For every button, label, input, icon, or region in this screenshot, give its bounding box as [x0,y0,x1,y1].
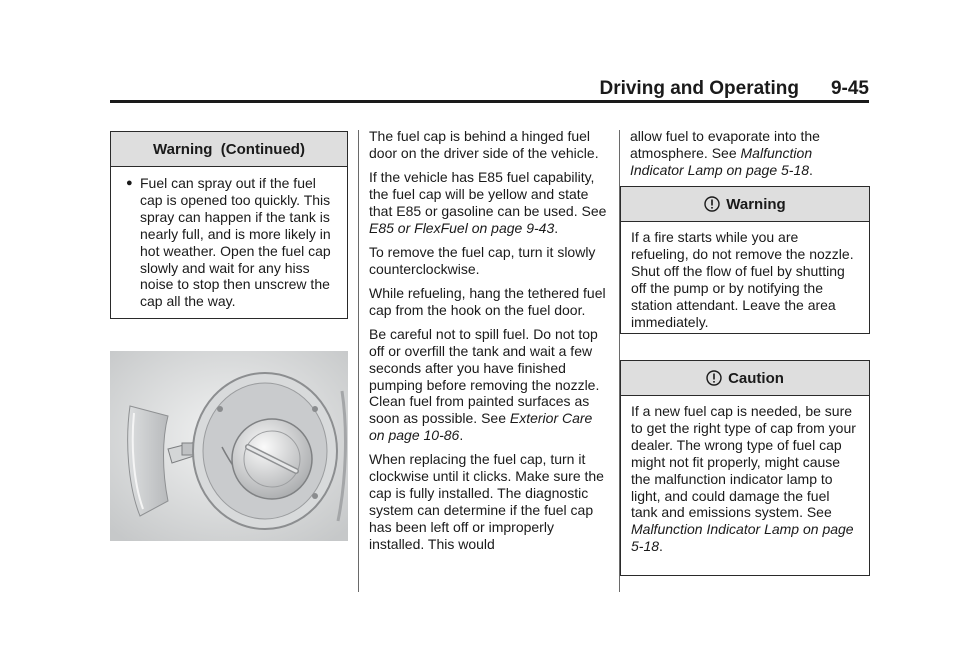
caution-title [621,361,869,396]
warning-box [620,186,870,334]
warning-bullet [126,175,339,310]
warning-icon [704,196,720,212]
warning-text: If a fire starts while you are refueling, do not remove the nozzle. Shut off the flow of fuel by shutting off the pump or by notifying the station attendant. Leave the area immediately. [631,229,854,330]
cross-reference: Exterior Care on page 10-86 [369,410,593,444]
paragraph: Be careful not to spill fuel. Do not top off or overfill the tank and wait a few seconds after you have finished pumping before removing the nozzle. Clean fuel from painted surfaces as soon as possible. See Exterior Care on page 10-86. [369,325,600,444]
cross-reference: Malfunction Indicator Lamp on page 5-18 [630,144,813,178]
cross-reference: Malfunction Indicator Lamp on page 5-18 [631,521,854,555]
caution-box [620,360,870,576]
warning-continued-box [110,131,348,319]
warning-continued-title [111,132,347,167]
paragraph: allow fuel to evaporate into the atmosphere. See Malfunction Indicator Lamp on page 5-18. [630,128,820,178]
section-title: Driving and Operating [599,78,799,99]
caution-title-text: Caution [728,369,784,387]
bullet-icon: ● [126,177,133,189]
page-number: 9-45 [830,78,869,99]
warning-title-text: Warning [726,195,786,213]
caution-text: If a new fuel cap is needed, be sure to get the right type of cap from your dealer. The wrong type of fuel cap might not fit properly, might cause the malfunction indicator lamp to light, and could damage the fuel tank and emissions system. See Malfunction Indicator Lamp on page 5-18. [631,403,856,555]
fuel-door-photo [110,351,348,541]
column-2 [369,128,611,560]
cross-reference: E85 or FlexFuel on page 9-43 [369,219,555,236]
caution-icon [706,370,722,386]
paragraph: If the vehicle has E85 fuel capability, the fuel cap will be yellow and state that E85 or gasoline can be used. See E85 or FlexFuel on page 9-43. [369,169,607,236]
paragraph: While refueling, hang the tethered fuel cap from the hook on the fuel door. [369,284,606,318]
warning-title [621,187,869,222]
paragraph: When replacing the fuel cap, turn it clockwise until it clicks. Make sure the cap is fully installed. The diagnostic system can determine if the fuel cap has been left off or improperly installed. This would [369,451,604,552]
paragraph: To remove the fuel cap, turn it slowly counterclockwise. [369,243,596,277]
warning-continued-title-text: Warning (Continued) [153,140,305,158]
column-3 [630,128,862,179]
page-header [110,78,869,103]
column-divider-1 [358,130,359,592]
paragraph: The fuel cap is behind a hinged fuel door on the driver side of the vehicle. [369,128,599,161]
warning-bullet-text: Fuel can spray out if the fuel cap is opened too quickly. This spray can happen if the tank is nearly full, and is more likely in hot weather. Open the fuel cap slowly and wait for any hiss noise to stop then unscrew the cap all the way. [140,175,331,310]
